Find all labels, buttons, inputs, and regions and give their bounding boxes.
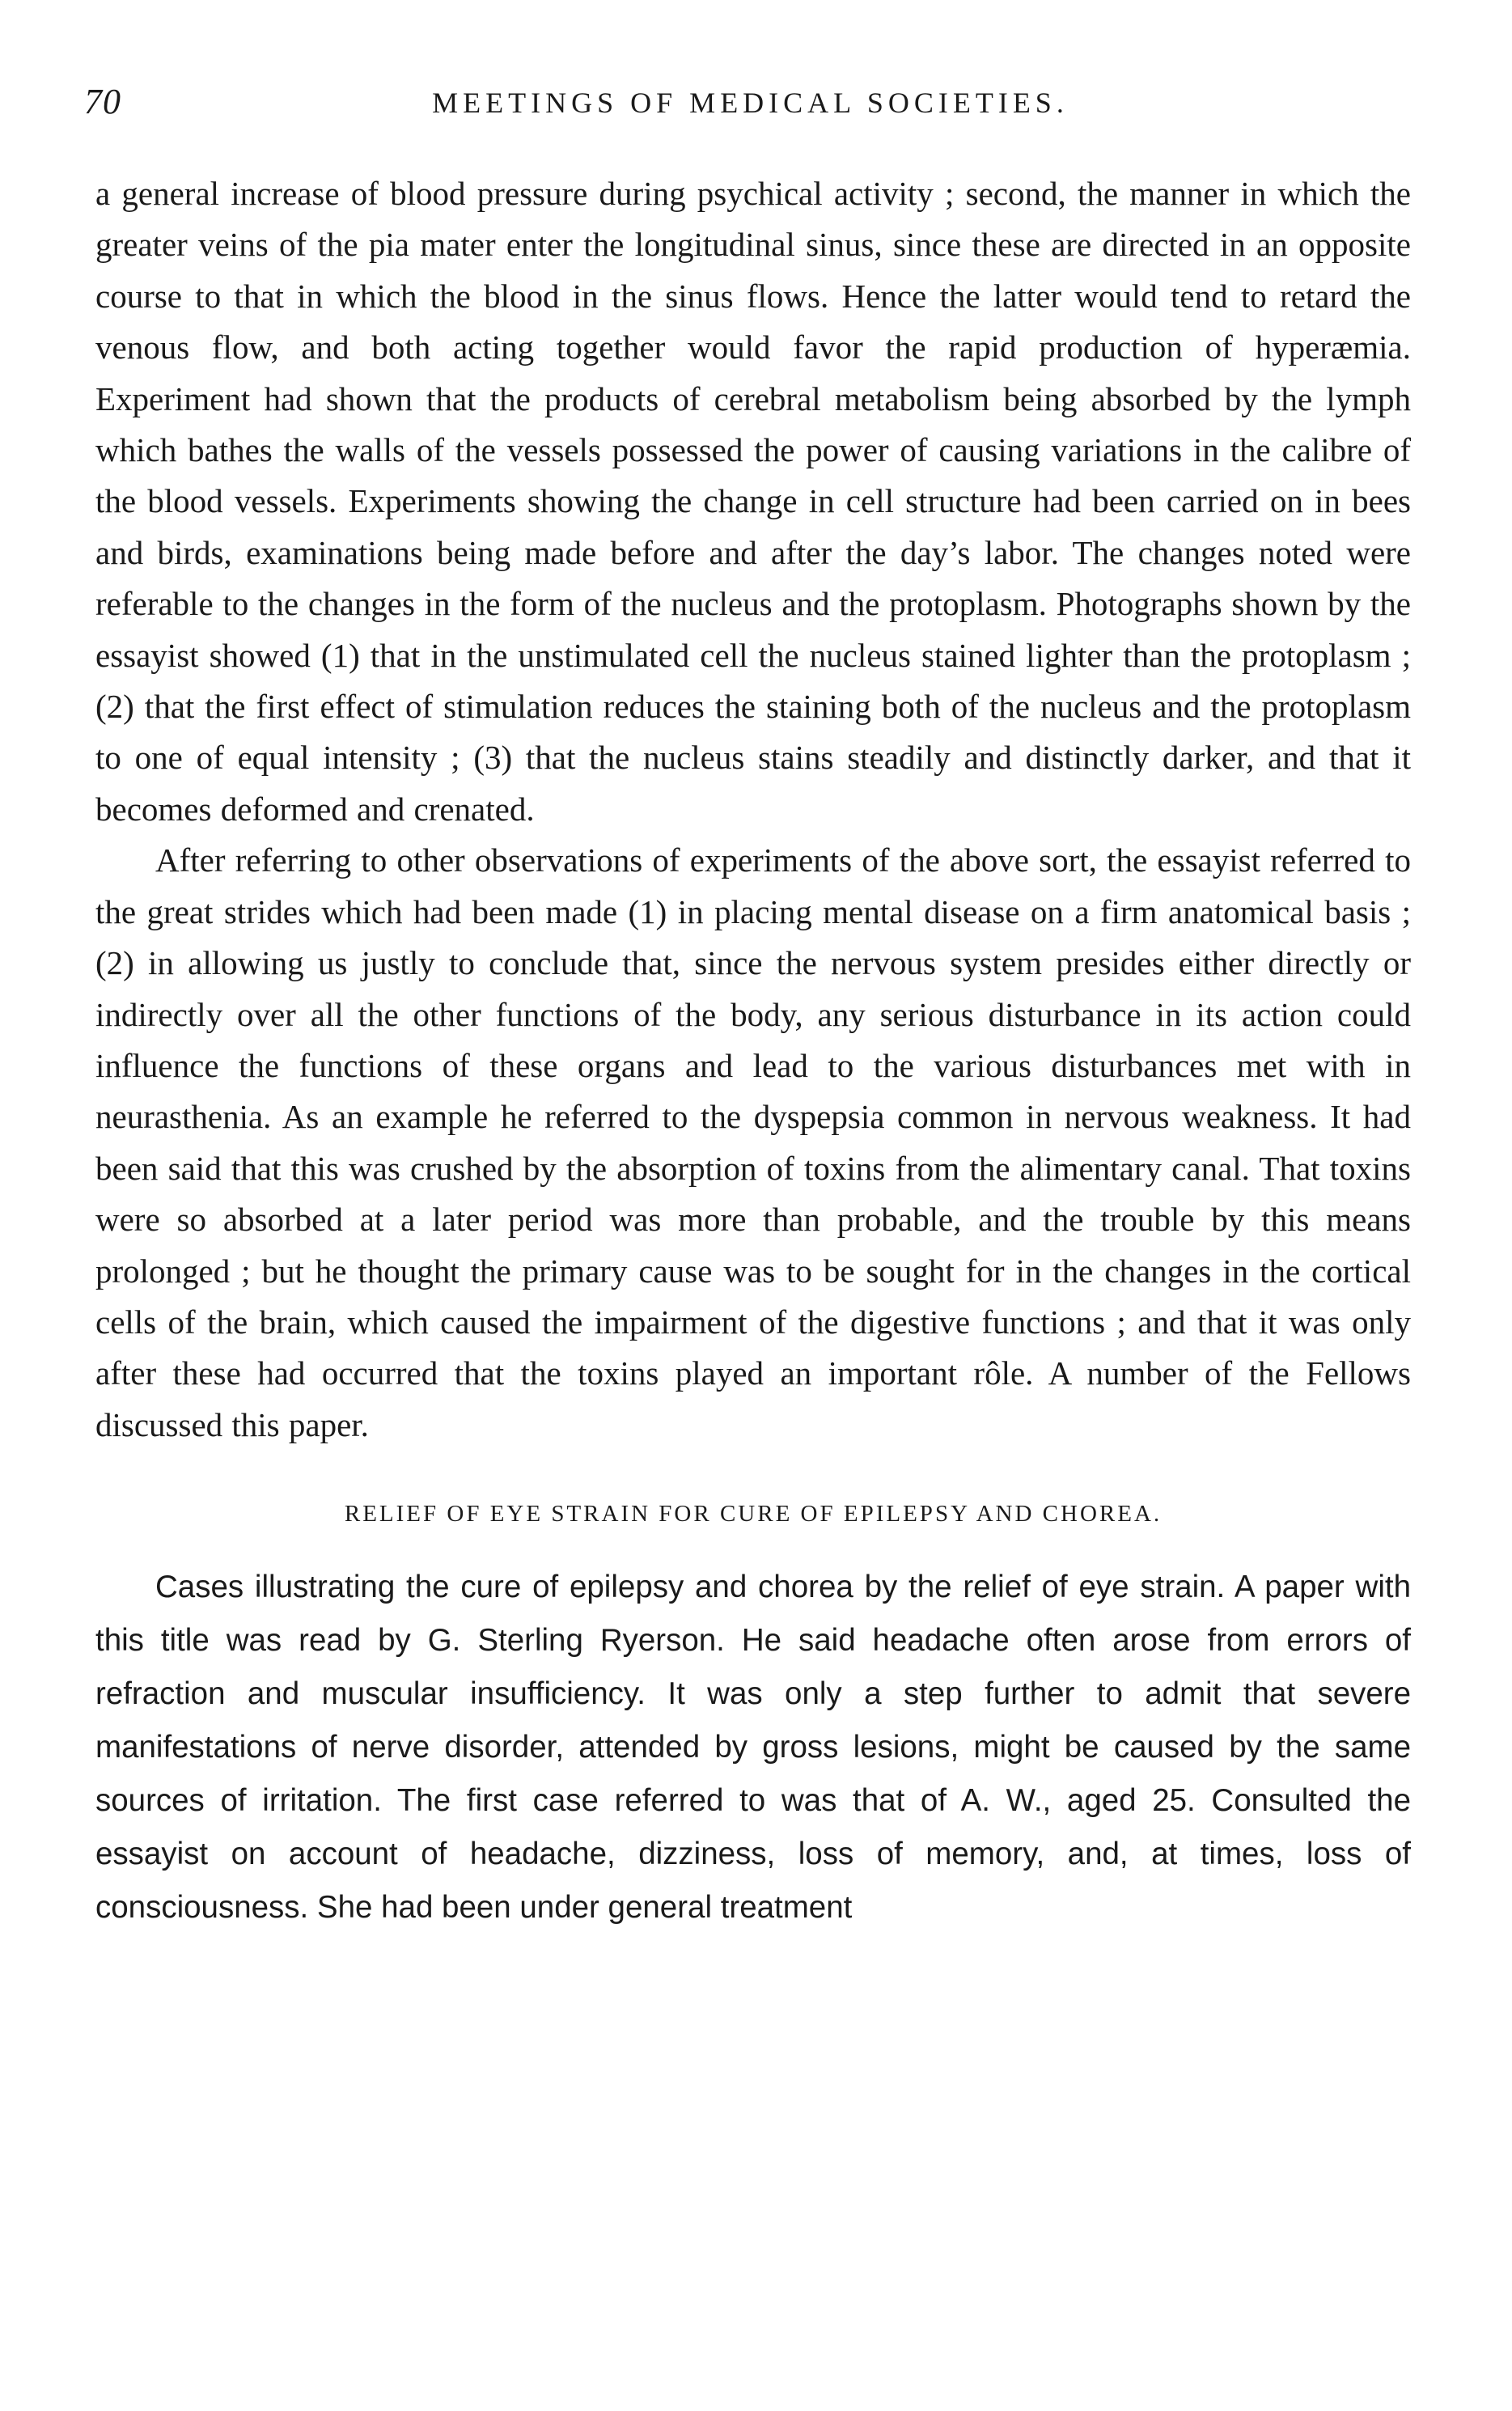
page-number: 70	[84, 82, 121, 121]
paragraph-essayist-conclusions: After referring to other observations of experiments of the above sort, the essayist referred to the great strides which had been made (1) in placing mental disease on a firm anatomical basis ; (2) in allowing us justly to conclude that, since the nervous system presides either directly or indirectly over all the other functions of the body, any serious disturbance in its action could influence the functions of these organs and lead to the various disturbances met with in neurasthenia. As an example he referred to the dyspepsia common in nervous weakness. It had been said that this was crushed by the absorption of toxins from the alimentary canal. That toxins were so absorbed at a later period was more than probable, and the trouble by this means prolonged ; but he thought the primary cause was to be sought for in the changes in the cortical cells of the brain, which caused the impairment of the digestive functions ; and that it was only after these had occurred that the toxins played an important rôle. A number of the Fellows discussed this paper.	[95, 841, 1411, 1443]
section-heading: RELIEF OF EYE STRAIN FOR CURE OF EPILEPSY AND CHOREA.	[344, 1501, 1163, 1528]
page-header	[84, 81, 1417, 129]
running-head: MEETINGS OF MEDICAL SOCIETIES.	[432, 87, 1069, 119]
paragraph-continuation: a general increase of blood pressure during psychical activity ; second, the manner in which the greater veins of the pia mater enter the longitudinal sinus, since these are directed in an opposite course to that in which the blood in the sinus flows. Hence the latter would tend to retard the venous flow, and both acting together would favor the rapid production of hyperæmia. Experiment had shown that the products of cerebral metabolism being absorbed by the lymph which bathes the walls of the vessels possessed the power of causing variations in the calibre of the blood vessels. Experiments showing the change in cell structure had been carried on in bees and birds, examinations being made before and after the day’s labor. The changes noted were referable to the changes in the form of the nucleus and the protoplasm. Photographs shown by the essayist showed (1) that in the unstimulated cell the nucleus stained lighter than the protoplasm ; (2) that the first effect of stimulation reduces the staining both of the nucleus and the protoplasm to one of equal intensity ; (3) that the nucleus stains steadily and distinctly darker, and that it becomes deformed and crenated.	[95, 175, 1411, 828]
body-text	[95, 168, 1411, 1934]
section-paragraph: Cases illustrating the cure of epilepsy and chorea by the relief of eye strain. A paper with this title was read by G. Sterling Ryerson. He said headache often arose from errors of refraction and muscular insufficiency. It was only a step further to admit that severe manifestations of nerve disorder, attended by gross lesions, might be caused by the same sources of irritation. The first case referred to was that of A. W., aged 25. Consulted the essayist on account of headache, dizziness, loss of memory, and, at times, loss of consciousness. She had been under general treatment	[95, 1570, 1411, 1926]
